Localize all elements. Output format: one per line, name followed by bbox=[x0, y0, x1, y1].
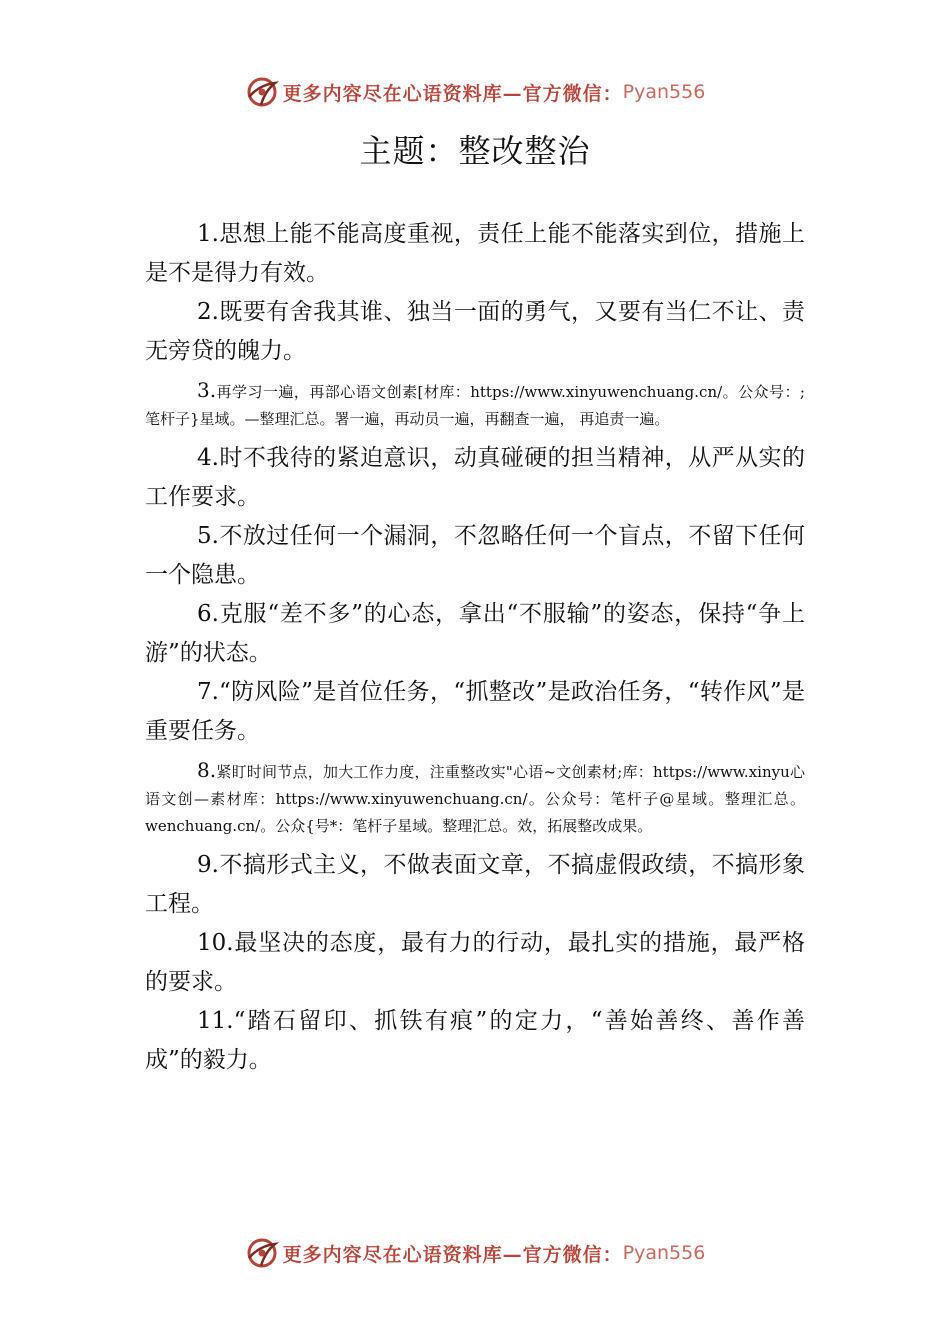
list-item bbox=[145, 595, 805, 673]
list-item bbox=[145, 439, 805, 517]
item-text: 克服“差不多”的心态，拿出“不服输”的姿态，保持“争上游”的状态。 bbox=[145, 601, 805, 666]
item-number: 5. bbox=[197, 523, 219, 549]
list-item bbox=[145, 673, 805, 751]
item-text: 时不我待的紧迫意识，动真碰硬的担当精神，从严从实的工作要求。 bbox=[145, 445, 805, 510]
item-text: 既要有舍我其谁、独当一面的勇气，又要有当仁不让、责无旁贷的魄力。 bbox=[145, 299, 805, 364]
item-text: “踏石留印、抓铁有痕”的定力，“善始善终、善作善成”的毅力。 bbox=[145, 1008, 805, 1073]
list-item bbox=[145, 924, 805, 1002]
item-number: 2. bbox=[197, 299, 219, 325]
brand-logo-icon bbox=[245, 1236, 279, 1270]
header-banner bbox=[0, 72, 950, 112]
list-item bbox=[145, 1002, 805, 1080]
item-number: 11. bbox=[197, 1008, 234, 1034]
banner-wechat-id: Pyan556 bbox=[622, 1242, 706, 1264]
item-number: 3. bbox=[197, 378, 217, 402]
item-number: 4. bbox=[197, 445, 219, 471]
item-text: “防风险”是首位任务，“抓整改”是政治任务，“转作风”是重要任务。 bbox=[145, 679, 805, 744]
item-text: 再学习一遍，再部心语文创素[材库：https://www.xinyuwenchuang.cn/。公众号：;笔杆子}星域。—整理汇总。署一遍，再动员一遍，再翻查一遍， 再追责一遍。 bbox=[145, 383, 805, 428]
list-item bbox=[145, 517, 805, 595]
item-text: 最坚决的态度，最有力的行动，最扎实的措施，最严格的要求。 bbox=[145, 930, 805, 995]
item-number: 7. bbox=[197, 679, 219, 705]
item-list bbox=[145, 215, 805, 1080]
list-item bbox=[145, 757, 805, 840]
item-text: 不搞形式主义，不做表面文章，不搞虚假政绩，不搞形象工程。 bbox=[145, 852, 805, 917]
page-title: 主题：整改整治 bbox=[359, 132, 591, 170]
list-item bbox=[145, 846, 805, 924]
banner-text: 更多内容尽在心语资料库—官方微信： bbox=[282, 82, 623, 105]
item-text: 思想上能不能高度重视，责任上能不能落实到位，措施上是不是得力有效。 bbox=[145, 221, 805, 286]
item-number: 6. bbox=[197, 601, 219, 627]
banner-wechat-id: Pyan556 bbox=[622, 81, 706, 103]
item-text: 不放过任何一个漏洞，不忽略任何一个盲点，不留下任何一个隐患。 bbox=[145, 523, 805, 588]
footer-banner bbox=[0, 1233, 950, 1273]
list-item bbox=[145, 377, 805, 433]
item-number: 1. bbox=[197, 221, 219, 247]
item-number: 8. bbox=[197, 758, 217, 782]
list-item bbox=[145, 293, 805, 371]
banner-text: 更多内容尽在心语资料库—官方微信： bbox=[282, 1243, 623, 1266]
item-number: 9. bbox=[197, 852, 219, 878]
item-text: 紧盯时间节点，加大工作力度，注重整改实"心语~文创素材;库：https://www.xinyu心语文创—素材库：https://www.xinyuwenchuang.cn/。公众号：笔杆子@星域。整理汇总。wenchuang.cn/。公众{号*：笔杆子星域。整理汇总。效，拓展整改成果。 bbox=[145, 763, 805, 835]
list-item bbox=[145, 215, 805, 293]
brand-logo-icon bbox=[245, 75, 279, 109]
item-number: 10. bbox=[197, 930, 234, 956]
